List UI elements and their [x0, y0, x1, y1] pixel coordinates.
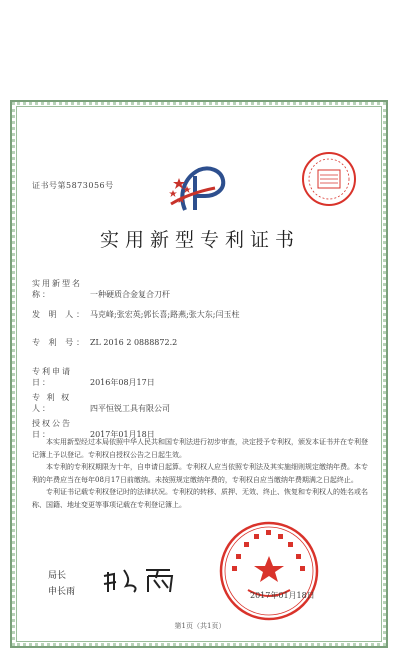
certificate-body [32, 436, 368, 511]
top-seal-stamp-icon [300, 150, 358, 208]
field-value: 四平恒锐工具有限公司 [90, 404, 170, 413]
field-value: 2017年01月18日 [90, 430, 155, 439]
field-application-date [32, 366, 155, 388]
field-value: ZL 2016 2 0888872.2 [90, 338, 178, 347]
field-label: 实用新型名称： [32, 279, 82, 299]
patent-office-logo-icon [165, 158, 231, 218]
field-patent-number [32, 337, 177, 348]
field-label: 专 利 号： [32, 338, 88, 347]
field-label: 授权公告日： [32, 419, 72, 439]
official-seal-stamp-icon [218, 520, 320, 622]
field-label: 发 明 人： [32, 310, 88, 319]
director-name: 申长雨 [48, 587, 76, 597]
field-value: 一种硬质合金复合刀杆 [90, 290, 170, 299]
field-utility-model-name [32, 278, 170, 300]
page-number: 第1页（共1页） [174, 622, 226, 630]
field-value: 2016年08月17日 [90, 378, 155, 387]
field-label: 专 利 权 人： [32, 393, 72, 413]
certificate-number: 证书号第5873056号 [32, 181, 114, 190]
field-value: 马克峰;张宏英;郭长喜;路燕;张大东;闫玉柱 [90, 310, 240, 319]
body-paragraph: 本实用新型经过本局依照中华人民共和国专利法进行初步审查，决定授予专利权，颁发本证书并在专利登记簿上予以登记。专利权自授权公告之日起生效。 [32, 438, 368, 459]
director-title: 局长 [48, 571, 67, 581]
body-paragraph: 本专利的专利权期限为十年，自申请日起算。专利权人应当依照专利法及其实施细则规定缴纳年费。本专利的年费应当在每年08月17日前缴纳。未按照规定缴纳年费的，专利权自应当缴纳年费期满之日起终止。 [32, 463, 368, 484]
field-inventors [32, 309, 239, 320]
director-signature-icon [100, 562, 178, 596]
certificate-title: 实用新型专利证书 [99, 229, 300, 251]
seal-date: 2017年01月18日 [250, 591, 315, 600]
field-label: 专利申请日： [32, 367, 72, 387]
field-patentee [32, 392, 170, 414]
body-paragraph: 专利证书记载专利权登记时的法律状况。专利权的转移、质押、无效、终止、恢复和专利权人的姓名或名称、国籍、地址变更等事项记载在专利登记簿上。 [32, 488, 368, 509]
